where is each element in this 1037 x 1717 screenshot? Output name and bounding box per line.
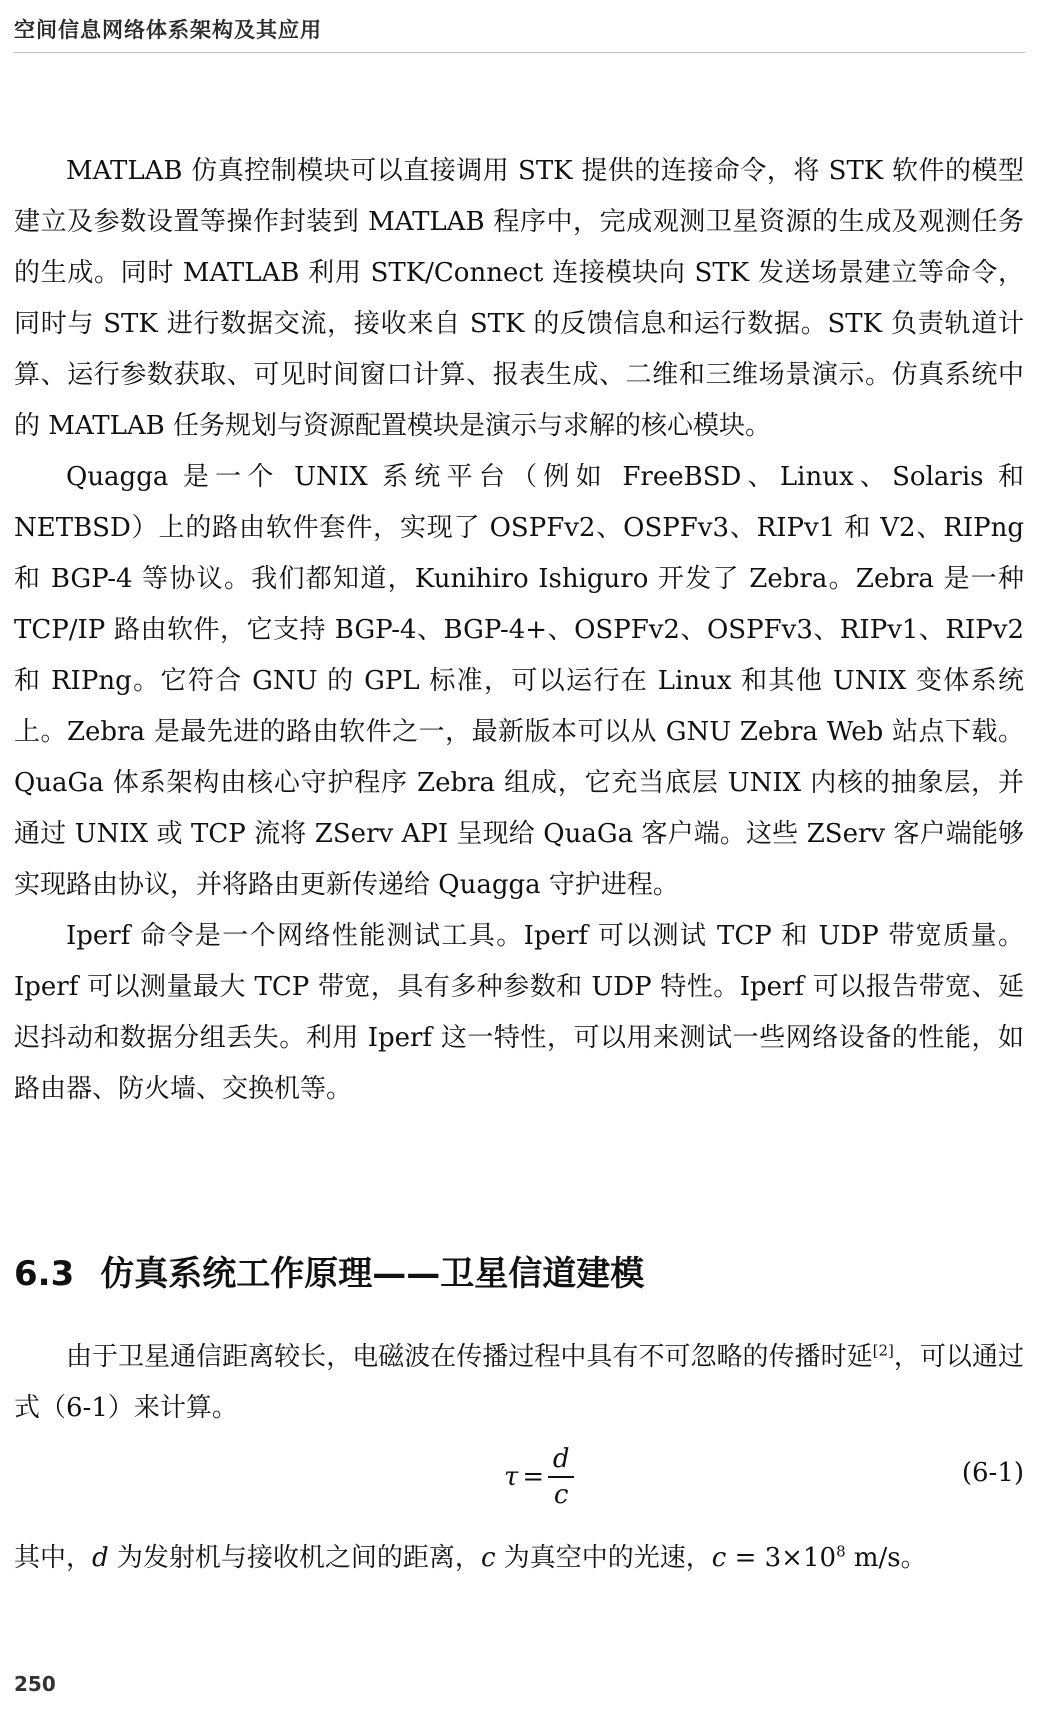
equation-equals: = bbox=[522, 1462, 545, 1492]
where-text-1: 为发射机与接收机之间的距离， bbox=[108, 1543, 481, 1573]
header-rule bbox=[14, 52, 1025, 53]
var-c2: c bbox=[711, 1543, 727, 1573]
body-text bbox=[14, 146, 1024, 1115]
paragraph-propagation-delay bbox=[14, 1332, 1024, 1434]
paragraph-quagga: Quagga 是一个 UNIX 系统平台（例如 FreeBSD、Linux、Solaris 和 NETBSD）上的路由软件套件，实现了 OSPFv2、OSPFv3、RIPv1 和 V2、RIPng 和 BGP-4 等协议。我们都知道，Kunihiro Ishiguro 开发了 Zebra。Zebra 是一种 TCP/IP 路由软件，它支持 BGP-4、BGP-4+、OSPFv2、OSPFv3、RIPv1、RIPv2 和 RIPng。它符合 GNU 的 GPL 标准，可以运行在 Linux 和其他 UNIX 变体系统上。Zebra 是最先进的路由软件之一，最新版本可以从 GNU Zebra Web 站点下载。QuaGa 体系架构由核心守护程序 Zebra 组成，它充当底层 UNIX 内核的抽象层，并通过 UNIX 或 TCP 流将 ZServ API 呈现给 QuaGa 客户端。这些 ZServ 客户端能够实现路由协议，并将路由更新传递给 Quagga 守护进程。 bbox=[14, 462, 1024, 900]
equation-label: (6-1) bbox=[961, 1458, 1024, 1488]
propagation-text-tail: ，可以通过式（6-1）来计算。 bbox=[14, 1342, 1024, 1423]
paragraph-matlab: MATLAB 仿真控制模块可以直接调用 STK 提供的连接命令，将 STK 软件的模型建立及参数设置等操作封装到 MATLAB 程序中，完成观测卫星资源的生成及观测任务的生成。同时 MATLAB 利用 STK/Connect 连接模块向 STK 发送场景建立等命令，同时与 STK 进行数据交流，接收来自 STK 的反馈信息和运行数据。STK 负责轨道计算、运行参数获取、可见时间窗口计算、报表生成、二维和三维场景演示。仿真系统中的 MATLAB 任务规划与资源配置模块是演示与求解的核心模块。 bbox=[14, 156, 1024, 441]
page-number: 250 bbox=[14, 1672, 56, 1696]
where-lead: 其中， bbox=[14, 1543, 93, 1573]
section-text bbox=[14, 1332, 1024, 1434]
var-c: c bbox=[480, 1543, 496, 1573]
section-title: 仿真系统工作原理——卫星信道建模 bbox=[100, 1254, 645, 1294]
where-clause bbox=[14, 1533, 1024, 1584]
running-header: 空间信息网络体系架构及其应用 bbox=[14, 18, 322, 42]
equation-expression bbox=[504, 1432, 574, 1522]
fraction-numerator: d bbox=[552, 1444, 570, 1475]
section-number: 6.3 bbox=[14, 1254, 75, 1294]
fraction-denominator: c bbox=[553, 1479, 569, 1510]
exponent: 8 bbox=[836, 1542, 846, 1561]
fraction bbox=[548, 1442, 574, 1512]
where-text-3: = 3×10 bbox=[726, 1543, 837, 1573]
equation-6-1 bbox=[14, 1432, 1024, 1522]
section-heading bbox=[14, 1246, 644, 1295]
paragraph-iperf: Iperf 命令是一个网络性能测试工具。Iperf 可以测试 TCP 和 UDP 带宽质量。Iperf 可以测量最大 TCP 带宽，具有多种参数和 UDP 特性。Iperf 可以报告带宽、延迟抖动和数据分组丢失。利用 Iperf 这一特性，可以用来测试一些网络设备的性能，如路由器、防火墙、交换机等。 bbox=[14, 921, 1024, 1104]
where-text-2: 为真空中的光速， bbox=[495, 1543, 712, 1573]
equation-lhs: τ bbox=[504, 1462, 519, 1492]
where-line bbox=[14, 1533, 1024, 1584]
citation-ref: [2] bbox=[872, 1341, 894, 1360]
propagation-text: 由于卫星通信距离较长，电磁波在传播过程中具有不可忽略的传播时延 bbox=[66, 1342, 873, 1372]
var-d: d bbox=[92, 1543, 109, 1573]
where-text-4: m/s。 bbox=[845, 1543, 927, 1573]
